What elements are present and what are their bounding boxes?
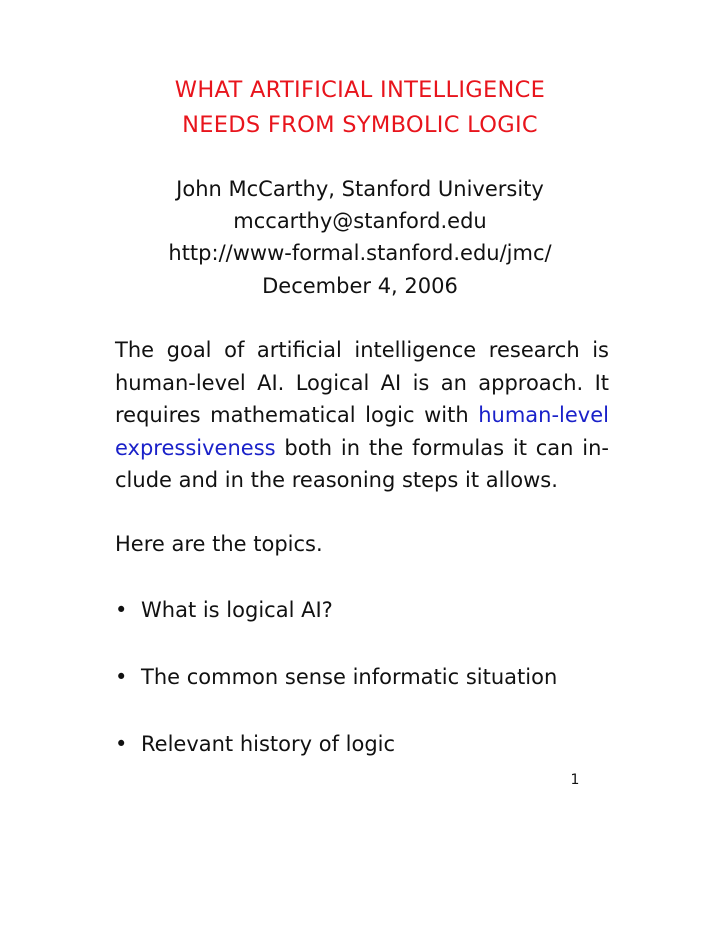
bullet-icon: •	[115, 598, 128, 622]
date: December 4, 2006	[262, 274, 458, 298]
topic-item	[115, 595, 333, 625]
topic-label: The common sense informatic situation	[141, 665, 558, 689]
email: mccarthy@stanford.edu	[233, 209, 487, 233]
topic-item	[115, 662, 557, 692]
topic-label: What is logical AI?	[141, 598, 333, 622]
author: John McCarthy, Stanford University	[176, 177, 544, 201]
topics-intro: Here are the topics.	[115, 532, 323, 556]
intro-paragraph	[115, 334, 609, 497]
intro-text: requires mathematical logic with	[115, 403, 469, 428]
url: http://www-formal.stanford.edu/jmc/	[168, 241, 552, 265]
intro-line: The goal of artificial intelligence research is	[115, 338, 609, 362]
topic-label: Relevant history of logic	[141, 732, 396, 756]
topic-item	[115, 729, 395, 759]
bullet-icon: •	[115, 732, 128, 756]
page-number: 1	[570, 772, 580, 788]
intro-line	[115, 399, 609, 432]
intro-line: human-level AI. Logical AI is an approach. It	[115, 370, 609, 395]
expressiveness-link[interactable]: expressiveness	[115, 435, 276, 460]
title-line-1: WHAT ARTIFICIAL INTELLIGENCE	[174, 77, 546, 103]
intro-line: clude and in the reasoning steps it allows.	[115, 468, 558, 493]
bullet-icon: •	[115, 665, 128, 689]
intro-text: both in the formulas it can in-	[284, 435, 609, 460]
title-line-2: NEEDS FROM SYMBOLIC LOGIC	[182, 112, 538, 138]
intro-line	[115, 432, 609, 465]
human-level-link[interactable]: human-level	[478, 403, 609, 428]
